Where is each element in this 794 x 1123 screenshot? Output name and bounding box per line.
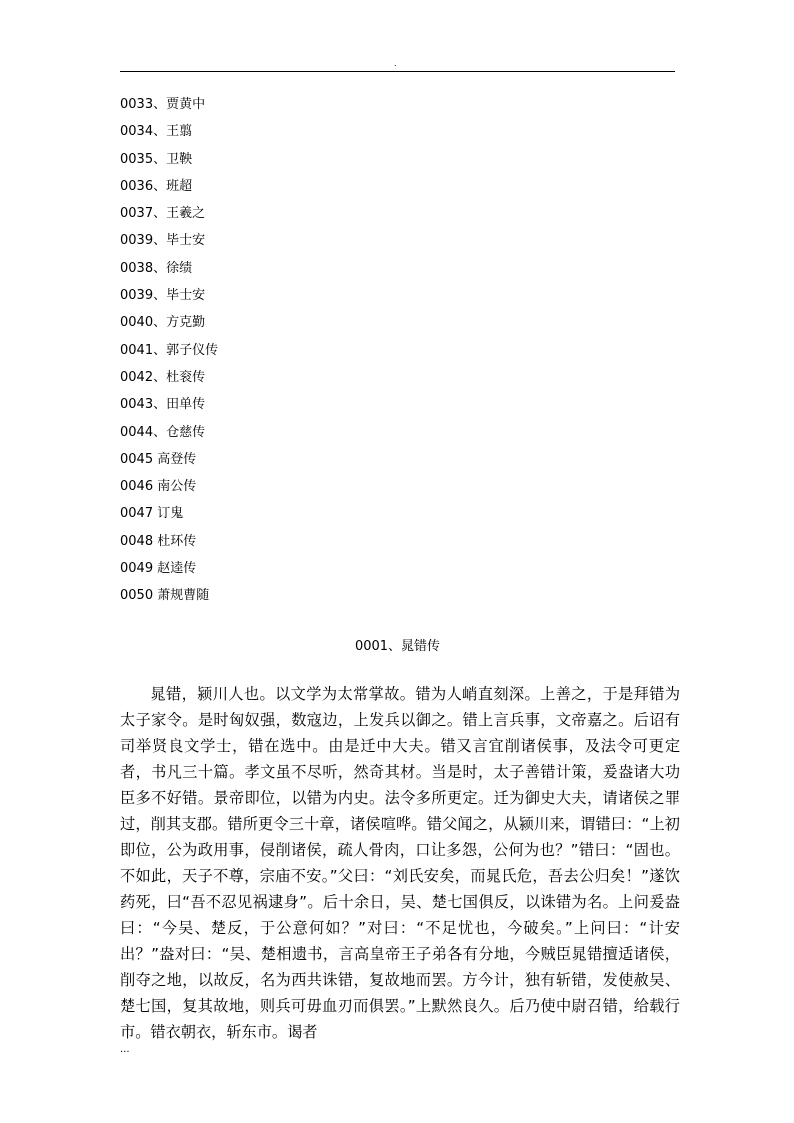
toc-item: 0048 杜环传 bbox=[120, 533, 197, 549]
toc-item: 0044、仓慈传 bbox=[120, 424, 206, 440]
toc-item: 0039、毕士安 bbox=[120, 288, 206, 304]
toc-item: 0034、王翦 bbox=[120, 124, 193, 140]
toc-item: 0049 赵逵传 bbox=[120, 561, 197, 577]
section-title: 0001、晁错传 bbox=[354, 639, 441, 654]
toc-item: 0041、郭子仪传 bbox=[120, 342, 219, 358]
header-mark: . bbox=[394, 59, 397, 68]
toc-item: 0050 萧规曹随 bbox=[120, 588, 210, 604]
toc-item: 0039、毕士安 bbox=[120, 233, 206, 249]
toc-item: 0037、王羲之 bbox=[120, 206, 206, 222]
header-rule bbox=[120, 71, 675, 72]
toc-item: 0046 南公传 bbox=[120, 479, 197, 495]
toc-item: 0045 高登传 bbox=[120, 451, 197, 467]
table-of-contents bbox=[120, 93, 218, 612]
toc-item: 0040、方克勤 bbox=[120, 315, 206, 331]
toc-item: 0043、田单传 bbox=[120, 397, 206, 413]
toc-item: 0042、杜衮传 bbox=[120, 369, 206, 385]
body-paragraph: 晁错，颍川人也。以文学为太常掌故。错为人峭直刻深。上善之，于是拜错为太子家令。是时匈奴强，数寇边，上发兵以御之。错上言兵事，文帝嘉之。后诏有司举贤良文学士，错在选中。由是迁中大夫。错又言宜削诸侯事，及法令可更定者，书凡三十篇。孝文虽不尽听，然奇其材。当是时，太子善错计策，爰盎诸大功臣多不好错。景帝即位，以错为内史。法令多所更定。迁为御史大夫，请诸侯之罪过，削其支郡。错所更令三十章，诸侯喧哗。错父闻之，从颍川来，谓错曰：“上初即位，公为政用事，侵削诸侯，疏人骨肉，口让多怨，公何为也？”错曰：“固也。不如此，天子不尊，宗庙不安。”父曰：“刘氏安矣，而晁氏危，吾去公归矣！”遂饮药死，曰“吾不忍见祸逮身”。后十余日，吴、楚七国俱反，以诛错为名。上问爰盎曰：“今吴、楚反，于公意何如？”对曰：“不足忧也，今破矣。”上问曰：“计安出？”盎对曰：“吴、楚相遗书，言高皇帝王子弟各有分地，今贼臣晁错擅适诸侯，削夺之地，以故反，名为西共诛错，复故地而罢。方今计，独有斩错，发使赦吴、楚七国，复其故地，则兵可毋血刃而俱罢。”上默然良久。后乃使中尉召错，给载行市。错衣朝衣，斩东市。谒者 bbox=[120, 685, 680, 1041]
footer-mark: ... bbox=[120, 1044, 130, 1055]
toc-item: 0035、卫鞅 bbox=[120, 151, 193, 167]
toc-item: 0047 订鬼 bbox=[120, 506, 184, 522]
toc-item: 0033、贾黄中 bbox=[120, 97, 206, 112]
toc-item: 0038、徐绩 bbox=[120, 260, 193, 276]
toc-item: 0036、班超 bbox=[120, 178, 193, 194]
